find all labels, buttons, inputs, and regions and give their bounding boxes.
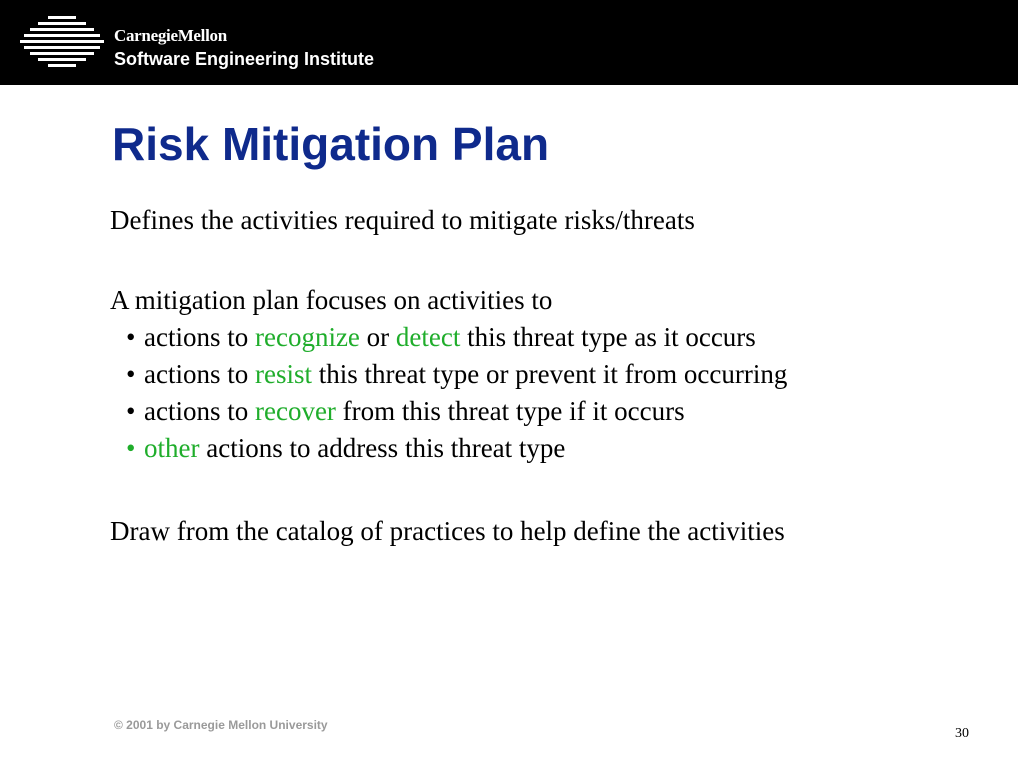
bullet-marker: • — [126, 322, 136, 352]
highlighted-term: other — [144, 433, 200, 463]
closing-paragraph: Draw from the catalog of practices to help define the activities — [110, 516, 785, 546]
bullet-text: or — [359, 322, 396, 352]
highlighted-term: recognize — [254, 322, 360, 352]
slide-body — [110, 202, 910, 551]
header-edge — [1018, 6, 1024, 85]
bullet-text: this threat type or prevent it from occurring — [311, 359, 788, 389]
page-number: 30 — [955, 726, 969, 741]
highlighted-term: detect — [395, 322, 461, 352]
spacer — [110, 467, 910, 511]
highlighted-term: recover — [254, 396, 336, 426]
bullet-text: this threat type as it occurs — [460, 322, 756, 352]
org-name: CarnegieMellon — [114, 26, 227, 45]
bullet-text: actions to — [144, 396, 255, 426]
bullet-list — [110, 319, 910, 467]
bullet-marker: • — [126, 359, 136, 389]
intro-paragraph: Defines the activities required to mitigate risks/threats — [110, 205, 695, 235]
copyright-notice: © 2001 by Carnegie Mellon University — [114, 718, 328, 732]
bullet-item — [110, 356, 844, 393]
bullet-text: actions to — [144, 359, 255, 389]
bullet-text: actions to address this threat type — [199, 433, 566, 463]
slide-title: Risk Mitigation Plan — [112, 118, 550, 170]
header-bar — [0, 0, 1018, 85]
highlighted-term: resist — [254, 359, 312, 389]
bullet-text: from this threat type if it occurs — [335, 396, 685, 426]
bullet-item — [110, 319, 844, 356]
institute-name: Software Engineering Institute — [114, 49, 375, 69]
spacer — [110, 239, 910, 282]
bullet-item — [110, 430, 844, 467]
bullet-text: actions to — [144, 322, 255, 352]
lead-paragraph: A mitigation plan focuses on activities to — [110, 285, 553, 315]
bullet-marker: • — [126, 396, 136, 426]
bullet-marker: • — [126, 433, 136, 463]
bullet-item — [110, 393, 844, 430]
sei-logo-icon — [18, 14, 106, 70]
